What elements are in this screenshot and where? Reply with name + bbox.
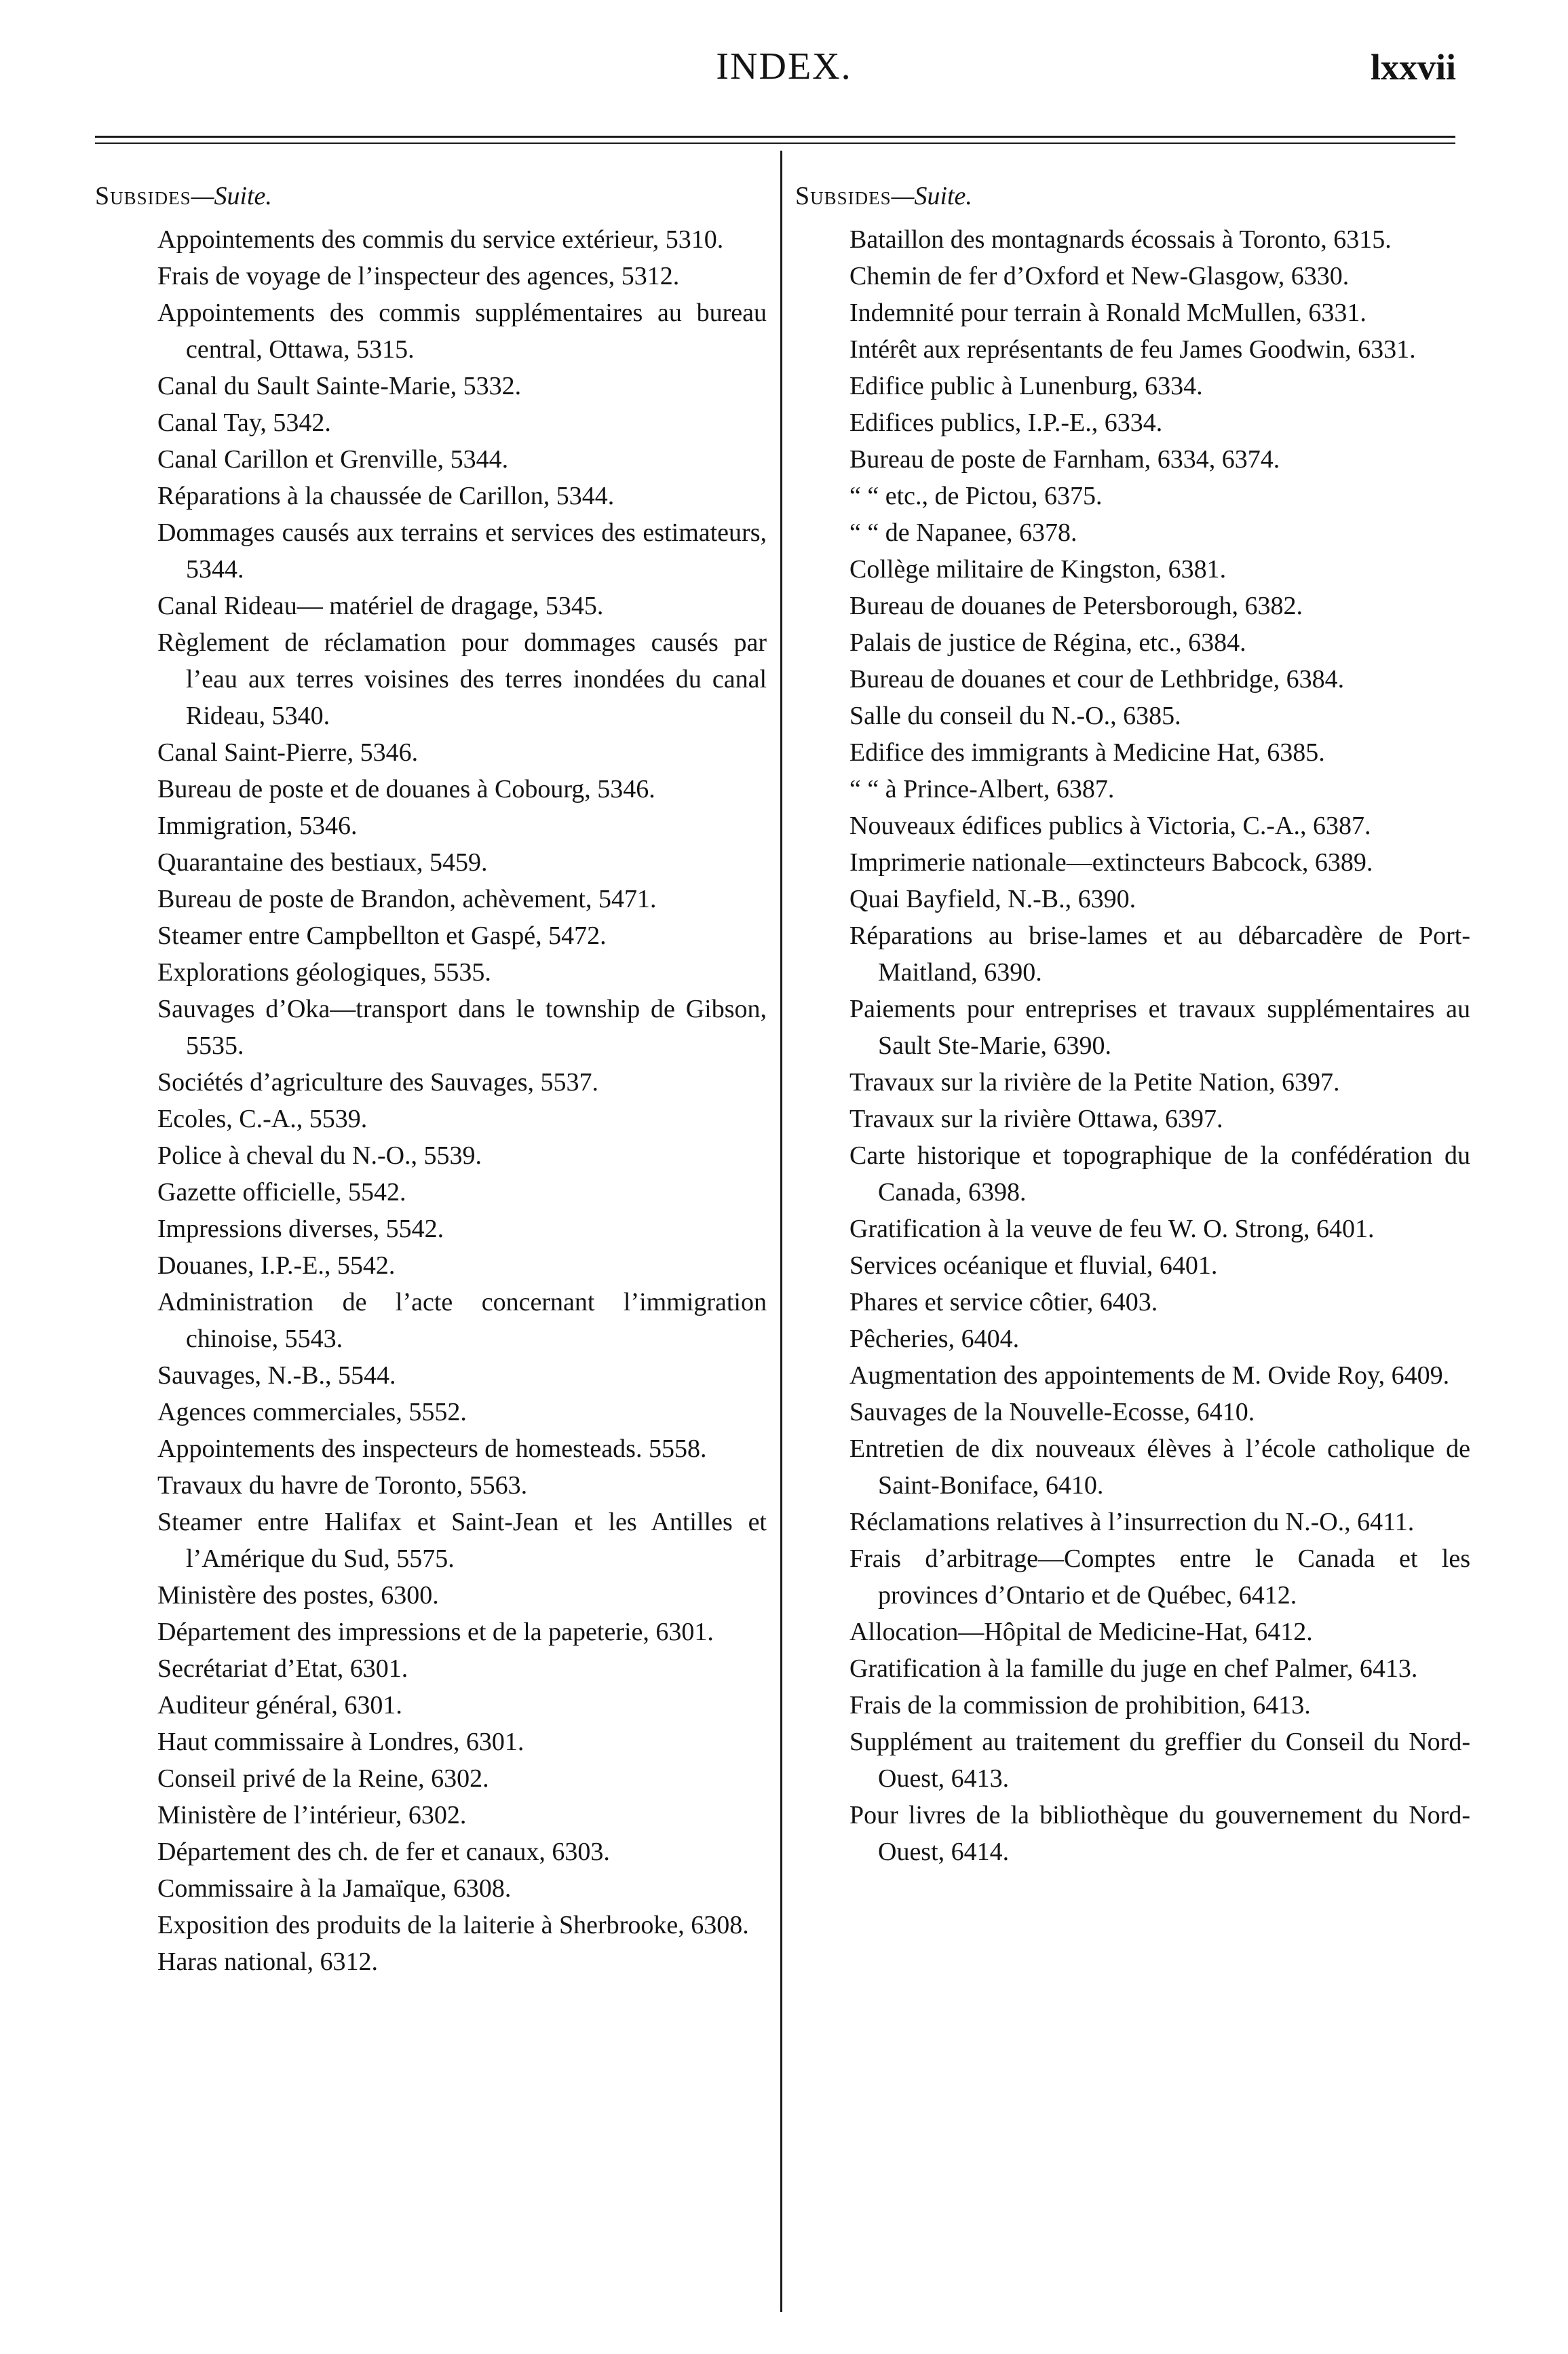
index-entry: Supplément au traitement du greffier du Conseil du Nord-Ouest, 6413. [849, 1728, 1470, 1793]
index-entry: Haut commissaire à Londres, 6301. [157, 1728, 524, 1756]
index-entry: Collège militaire de Kingston, 6381. [849, 555, 1227, 584]
index-entry: Commissaire à la Jamaïque, 6308. [157, 1874, 512, 1903]
index-entry: Département des ch. de fer et canaux, 6303. [157, 1838, 610, 1866]
index-entry: Chemin de fer d’Oxford et New-Glasgow, 6330. [849, 262, 1350, 290]
index-entry: Appointements des commis du service extérieur, 5310. [157, 225, 724, 254]
section-heading [795, 178, 1470, 214]
index-entry: Sauvages d’Oka—transport dans le township de Gibson, 5535. [157, 995, 767, 1060]
section-heading-suite: —Suite. [891, 182, 972, 210]
section-heading-suite: —Suite. [191, 182, 272, 210]
index-entry: Règlement de réclamation pour dommages causés par l’eau aux terres voisines des terres inondées du canal Rideau, 5340. [157, 628, 767, 730]
index-entry: Dommages causés aux terrains et services des estimateurs, 5344. [157, 518, 767, 584]
index-entry: Carte historique et topographique de la confédération du Canada, 6398. [849, 1141, 1470, 1207]
page-number: lxxvii [1370, 47, 1456, 88]
index-entry: Canal Saint-Pierre, 5346. [157, 738, 419, 767]
section-heading [95, 178, 767, 214]
index-entry: Impressions diverses, 5542. [157, 1215, 444, 1243]
index-entry: Gazette officielle, 5542. [157, 1178, 406, 1207]
index-entry: Sociétés d’agriculture des Sauvages, 5537. [157, 1068, 599, 1097]
index-entry: Réparations à la chaussée de Carillon, 5344. [157, 482, 615, 510]
index-entry: “ “ de Napanee, 6378. [849, 518, 1077, 547]
index-entry: Conseil privé de la Reine, 6302. [157, 1764, 489, 1793]
index-entry: Immigration, 5346. [157, 812, 358, 840]
index-entry: Bureau de poste de Brandon, achèvement, 5471. [157, 885, 657, 913]
index-entry: Frais de voyage de l’inspecteur des agences, 5312. [157, 262, 680, 290]
index-entry: Auditeur général, 6301. [157, 1691, 402, 1720]
index-entry: Ministère des postes, 6300. [157, 1581, 439, 1610]
index-entry: Sauvages de la Nouvelle-Ecosse, 6410. [849, 1398, 1255, 1426]
index-entry: Bureau de poste et de douanes à Cobourg, 5346. [157, 775, 655, 803]
index-entry: Travaux du havre de Toronto, 5563. [157, 1471, 528, 1500]
index-entry: Ministère de l’intérieur, 6302. [157, 1801, 467, 1829]
index-entry: Canal Tay, 5342. [157, 409, 331, 437]
index-entry: Quai Bayfield, N.-B., 6390. [849, 885, 1136, 913]
index-entry: Douanes, I.P.-E., 5542. [157, 1251, 396, 1280]
index-entry: Explorations géologiques, 5535. [157, 958, 491, 987]
index-entry: Pêcheries, 6404. [849, 1325, 1020, 1353]
index-entry-list [95, 221, 767, 1980]
index-entry: Services océanique et fluvial, 6401. [849, 1251, 1218, 1280]
page-title: INDEX. [716, 45, 852, 88]
index-entry: Travaux sur la rivière Ottawa, 6397. [849, 1105, 1223, 1133]
index-entry: Réparations au brise-lames et au débarcadère de Port-Maitland, 6390. [849, 922, 1470, 987]
index-entry: “ “ à Prince-Albert, 6387. [849, 775, 1115, 803]
index-entry: Secrétariat d’Etat, 6301. [157, 1654, 408, 1683]
index-entry: Département des impressions et de la papeterie, 6301. [157, 1618, 714, 1646]
index-entry: Sauvages, N.-B., 5544. [157, 1361, 396, 1390]
index-entry: Steamer entre Halifax et Saint-Jean et les Antilles et l’Amérique du Sud, 5575. [157, 1508, 767, 1573]
index-entry: Pour livres de la bibliothèque du gouvernement du Nord-Ouest, 6414. [849, 1801, 1470, 1866]
header-rule-bottom [95, 143, 1455, 144]
index-entry: Salle du conseil du N.-O., 6385. [849, 702, 1181, 730]
index-entry: Steamer entre Campbellton et Gaspé, 5472. [157, 922, 607, 950]
index-entry: “ “ etc., de Pictou, 6375. [849, 482, 1103, 510]
index-entry: Haras national, 6312. [157, 1948, 379, 1976]
index-entry: Gratification à la veuve de feu W. O. Strong, 6401. [849, 1215, 1375, 1243]
index-entry: Police à cheval du N.-O., 5539. [157, 1141, 482, 1170]
column-divider [780, 151, 782, 2312]
index-entry: Nouveaux édifices publics à Victoria, C.-A., 6387. [849, 812, 1371, 840]
index-entry: Intérêt aux représentants de feu James Goodwin, 6331. [849, 335, 1416, 364]
index-entry: Bureau de poste de Farnham, 6334, 6374. [849, 445, 1280, 474]
index-entry: Phares et service côtier, 6403. [849, 1288, 1158, 1316]
index-entry: Augmentation des appointements de M. Ovide Roy, 6409. [849, 1361, 1450, 1390]
index-entry: Canal Rideau— matériel de dragage, 5345. [157, 592, 604, 620]
index-entry: Gratification à la famille du juge en chef Palmer, 6413. [849, 1654, 1418, 1683]
index-entry: Appointements des inspecteurs de homesteads. 5558. [157, 1435, 707, 1463]
index-entry: Canal Carillon et Grenville, 5344. [157, 445, 509, 474]
index-entry: Entretien de dix nouveaux élèves à l’école catholique de Saint-Boniface, 6410. [849, 1435, 1470, 1500]
index-entry: Frais de la commission de prohibition, 6413. [849, 1691, 1311, 1720]
index-entry: Appointements des commis supplémentaires au bureau central, Ottawa, 5315. [157, 299, 767, 364]
index-entry: Edifice des immigrants à Medicine Hat, 6385. [849, 738, 1325, 767]
index-entry: Bureau de douanes et cour de Lethbridge, 6384. [849, 665, 1345, 694]
index-entry: Travaux sur la rivière de la Petite Nation, 6397. [849, 1068, 1340, 1097]
index-entry: Agences commerciales, 5552. [157, 1398, 467, 1426]
section-heading-label: Subsides [95, 182, 191, 210]
index-entry: Edifices publics, I.P.-E., 6334. [849, 409, 1163, 437]
index-entry: Quarantaine des bestiaux, 5459. [157, 848, 488, 877]
index-entry: Palais de justice de Régina, etc., 6384. [849, 628, 1246, 657]
index-entry: Bataillon des montagnards écossais à Toronto, 6315. [849, 225, 1392, 254]
index-entry: Frais d’arbitrage—Comptes entre le Canada et les provinces d’Ontario et de Québec, 6412. [849, 1544, 1470, 1610]
index-entry: Canal du Sault Sainte-Marie, 5332. [157, 372, 522, 400]
page-header [0, 0, 1568, 136]
index-entry: Edifice public à Lunenburg, 6334. [849, 372, 1203, 400]
index-entry: Administration de l’acte concernant l’immigration chinoise, 5543. [157, 1288, 767, 1353]
header-rule-top [95, 136, 1455, 138]
index-entry: Bureau de douanes de Petersborough, 6382. [849, 592, 1303, 620]
index-entry: Imprimerie nationale—extincteurs Babcock, 6389. [849, 848, 1373, 877]
index-entry: Réclamations relatives à l’insurrection du N.-O., 6411. [849, 1508, 1415, 1536]
index-entry: Ecoles, C.-A., 5539. [157, 1105, 368, 1133]
index-entry: Allocation—Hôpital de Medicine-Hat, 6412. [849, 1618, 1313, 1646]
left-column [95, 178, 767, 1980]
section-heading-label: Subsides [795, 182, 892, 210]
index-entry-list [795, 221, 1470, 1870]
right-column [795, 178, 1470, 1870]
index-entry: Indemnité pour terrain à Ronald McMullen, 6331. [849, 299, 1366, 327]
index-entry: Paiements pour entreprises et travaux supplémentaires au Sault Ste-Marie, 6390. [849, 995, 1470, 1060]
index-entry: Exposition des produits de la laiterie à Sherbrooke, 6308. [157, 1911, 749, 1939]
